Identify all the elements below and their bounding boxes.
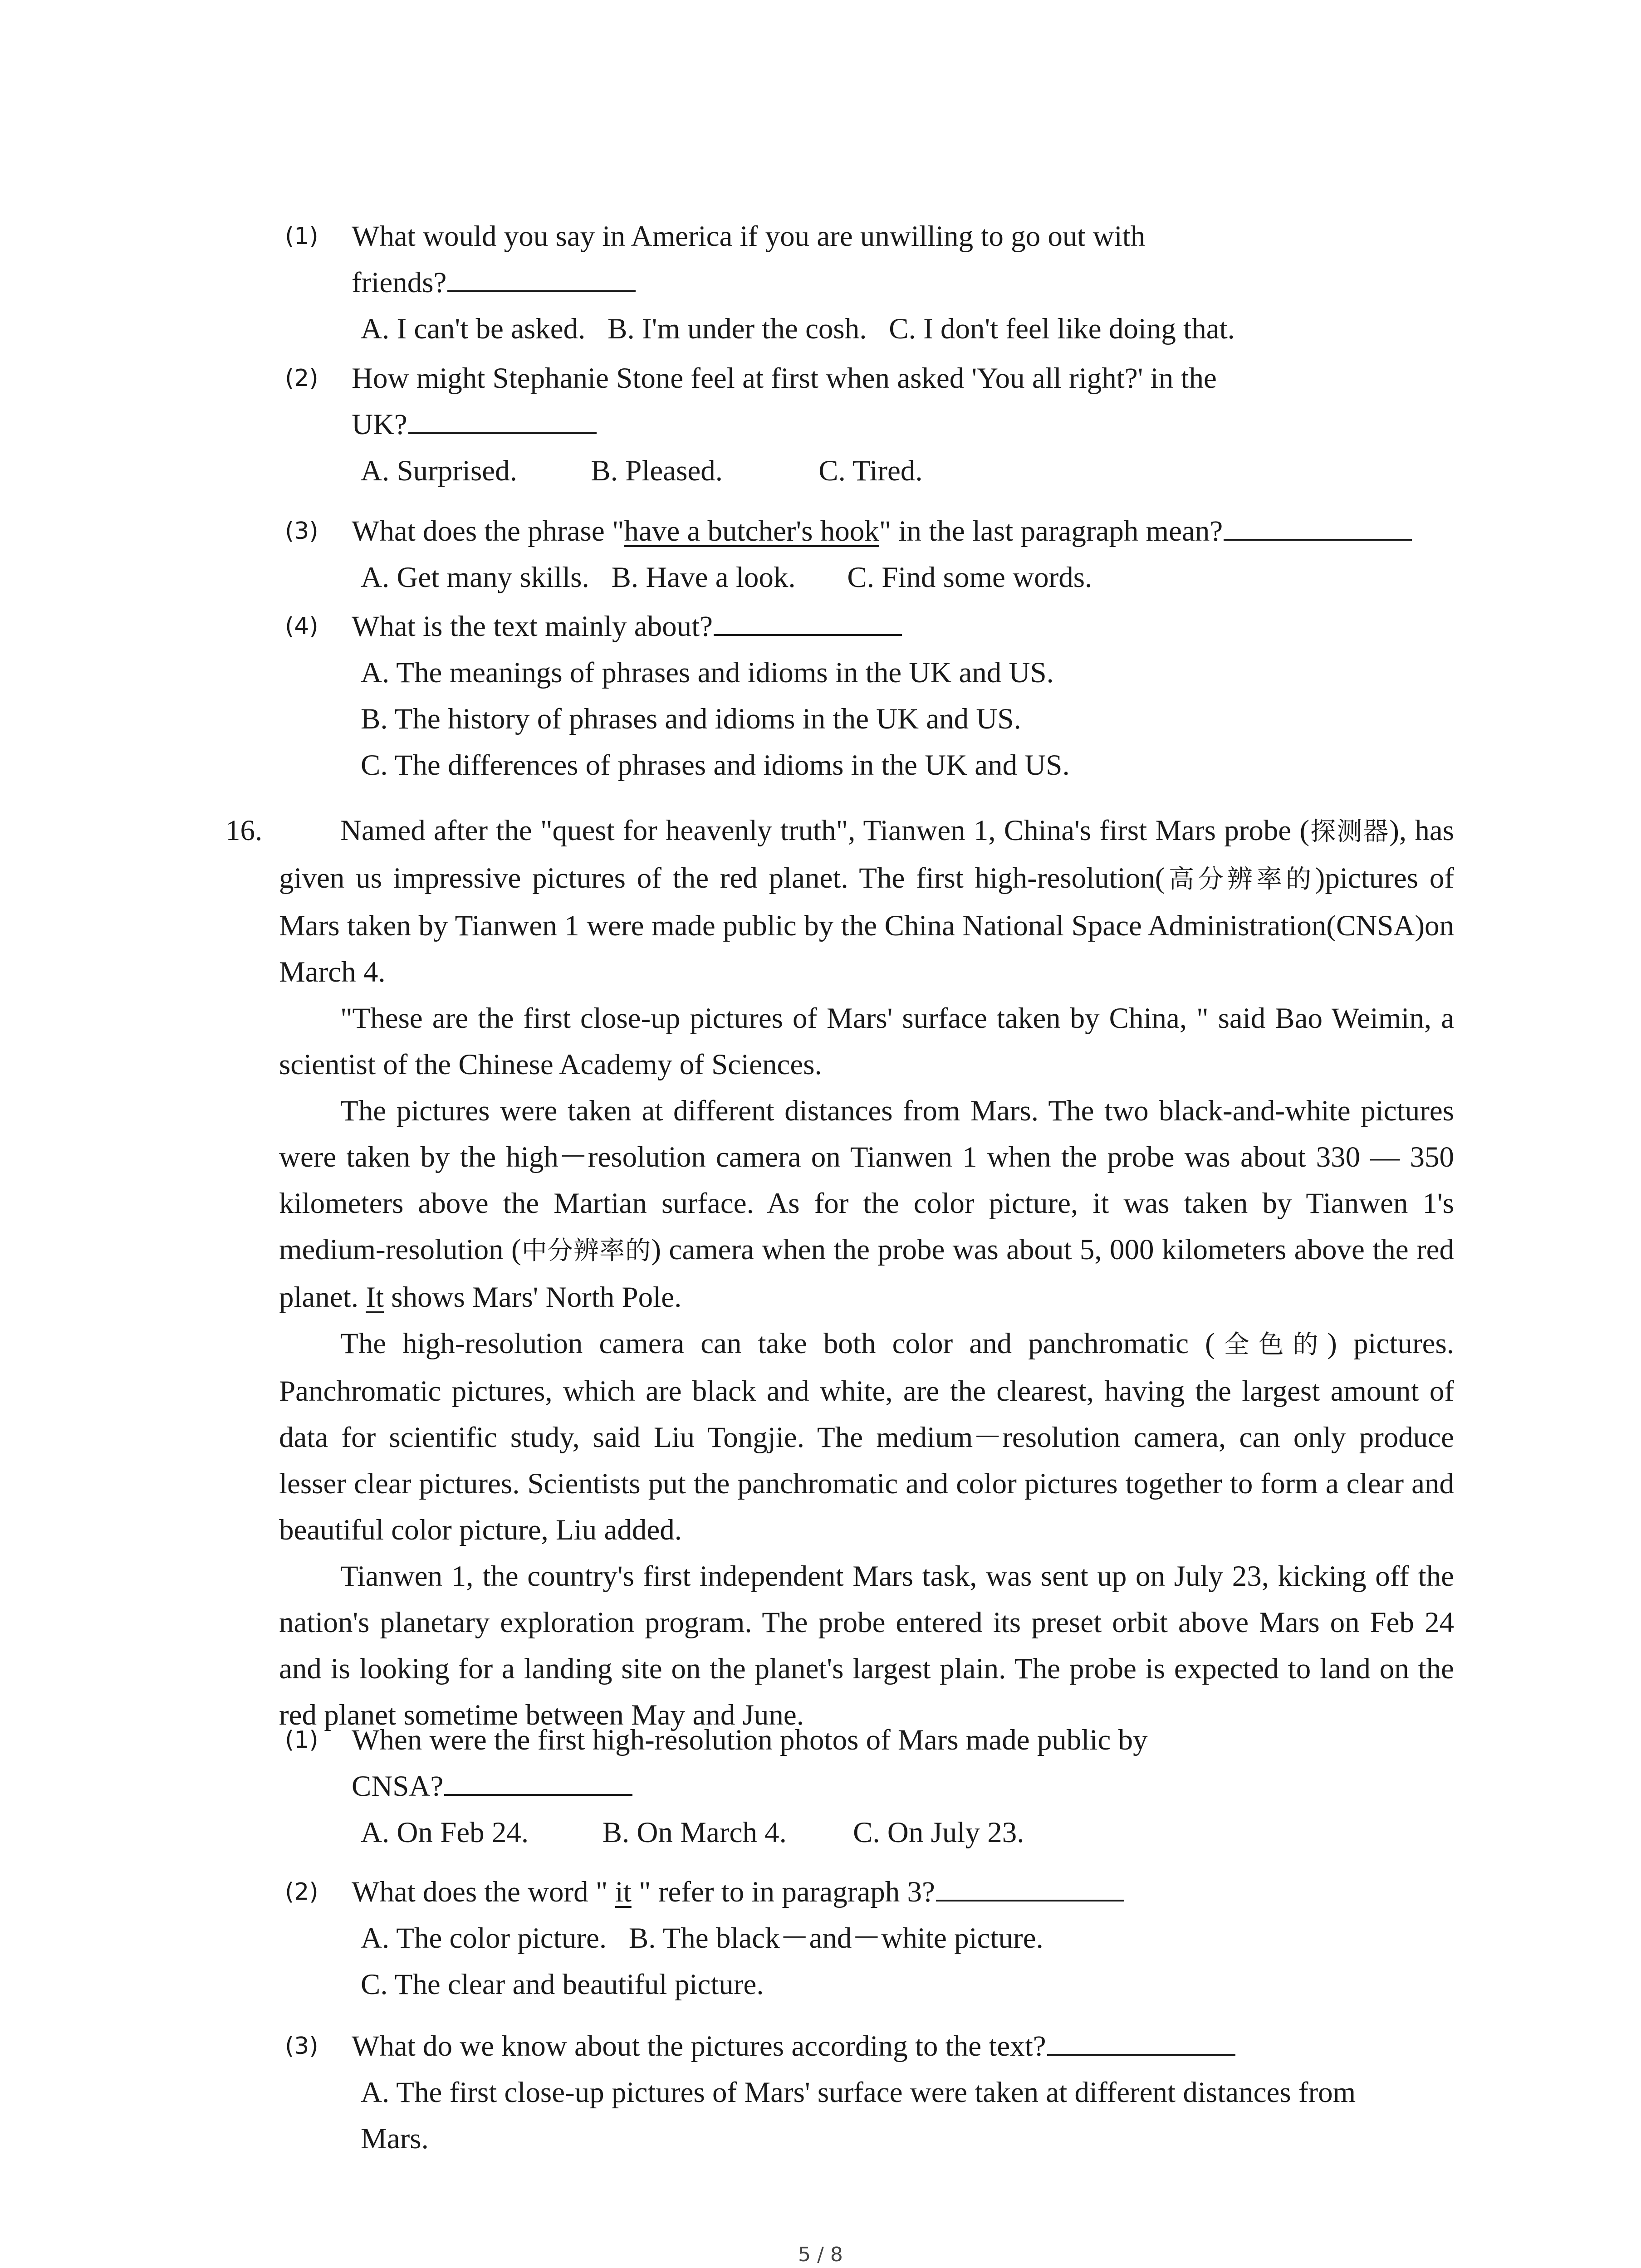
question-stem: What does the word " it " refer to in paragraph 3? xyxy=(352,1869,1511,1915)
answer-option-a: A. The meanings of phrases and idioms in the UK and US. xyxy=(361,656,1054,689)
underlined-word: It xyxy=(366,1281,384,1314)
answer-option-c: C. The differences of phrases and idioms in the UK and US. xyxy=(361,749,1070,782)
question-number: (3) xyxy=(285,518,318,545)
answer-option-a: A. The first close-up pictures of Mars' surface were taken at different distances from xyxy=(361,2076,1356,2109)
question-15-2: (2) How might Stephanie Stone feel at first when asked 'You all right?' in the UK? A. Surprised. B. Pleased. C. Tired. xyxy=(286,355,1511,494)
page-number: 5 / 8 xyxy=(798,2243,843,2266)
answer-blank[interactable] xyxy=(714,604,902,636)
answer-options: A. On Feb 24. B. On March 4. C. On July 23. xyxy=(361,1816,1024,1849)
question-number: (3) xyxy=(285,2033,318,2060)
answer-option-ab: A. The color picture. B. The black－and－white picture. xyxy=(361,1922,1043,1955)
reading-passage xyxy=(225,807,1455,1738)
answer-blank[interactable] xyxy=(408,402,597,434)
question-15-4 xyxy=(286,603,1511,788)
question-16-3 xyxy=(286,2023,1511,2162)
answer-options: A. Get many skills. B. Have a look. C. Find some words. xyxy=(361,561,1092,594)
question-number: (2) xyxy=(285,1878,318,1906)
question-stem: What does the phrase "have a butcher's hook" in the last paragraph mean? xyxy=(352,508,1511,554)
question-stem: What do we know about the pictures according to the text? xyxy=(352,2023,1511,2069)
question-stem: What would you say in America if you are unwilling to go out with xyxy=(352,220,1146,253)
answer-option-c: C. The clear and beautiful picture. xyxy=(361,1968,764,2001)
question-stem: What is the text mainly about? xyxy=(352,603,1511,650)
answer-blank[interactable] xyxy=(1224,509,1412,541)
paragraph-4: The high-resolution camera can take both color and panchromatic (全色的) pictures. Panchromatic pictures, which are black and white, are the clearest, having the largest amount of data for scientific study, said Liu Tongjie. The medium－resolution camera, can only produce lesser clear pictures. Scientists put the panchromatic and color pictures together to form a clear and beautiful color picture, Liu added. xyxy=(279,1327,1455,1546)
paragraph-5: Tianwen 1, the country's first independent Mars task, was sent up on July 23, kicking off the nation's planetary exploration program. The probe entered its preset orbit above Mars on Feb 24 and is looking for a landing site on the planet's largest plain. The probe is expected to land on the red planet sometime between May and June. xyxy=(279,1560,1454,1731)
paragraph-1: Named after the "quest for heavenly truth", Tianwen 1, China's first Mars probe (探测器), has given us impressive pictures of the red planet. The first high-resolution(高分辨率的)pictures of Mars taken by Tianwen 1 were made public by the China National Space Administration(CNSA)on March 4. xyxy=(279,814,1455,988)
answer-options: A. I can't be asked. B. I'm under the cosh. C. I don't feel like doing that. xyxy=(361,313,1235,345)
answer-blank[interactable] xyxy=(1047,2024,1235,2056)
question-stem: When were the first high-resolution photos of Mars made public by xyxy=(352,1724,1148,1756)
answer-blank[interactable] xyxy=(447,260,636,292)
question-number: (1) xyxy=(285,223,318,250)
question-16-2 xyxy=(286,1869,1511,2008)
underlined-phrase: have a butcher's hook xyxy=(624,515,879,547)
question-16-1: (1) When were the first high-resolution photos of Mars made public by CNSA? A. On Feb 24. B. On March 4. C. On July 23. xyxy=(286,1717,1511,1856)
paragraph-2: "These are the first close-up pictures of Mars' surface taken by China, " said Bao Weimin, a scientist of the Chinese Academy of Sciences. xyxy=(279,1002,1454,1081)
question-number: (1) xyxy=(285,1726,318,1754)
question-number: (4) xyxy=(285,613,318,640)
question-15-3 xyxy=(286,508,1511,601)
underlined-word: it xyxy=(615,1876,632,1908)
answer-blank[interactable] xyxy=(444,1764,632,1796)
paragraph-3: The pictures were taken at different distances from Mars. The two black-and-white pictures were taken by the high－resolution camera on Tianwen 1 when the probe was about 330 — 350 kilometers above the Martian surface. As for the color picture, it was taken by Tianwen 1's medium-resolution (中分辨率的) camera when the probe was about 5, 000 kilometers above the red planet. It shows Mars' North Pole. xyxy=(279,1095,1454,1314)
question-number: 16. xyxy=(225,814,263,847)
answer-option-b: B. The history of phrases and idioms in the UK and US. xyxy=(361,703,1021,735)
answer-options: A. Surprised. B. Pleased. C. Tired. xyxy=(361,455,923,487)
question-stem: How might Stephanie Stone feel at first when asked 'You all right?' in the xyxy=(352,362,1217,395)
answer-option-a-cont: Mars. xyxy=(361,2122,429,2155)
question-15-1: (1) What would you say in America if you are unwilling to go out with friends? A. I can't be asked. B. I'm under the cosh. C. I don't feel like doing that. xyxy=(286,213,1511,352)
question-number: (2) xyxy=(285,365,318,392)
answer-blank[interactable] xyxy=(936,1870,1124,1901)
